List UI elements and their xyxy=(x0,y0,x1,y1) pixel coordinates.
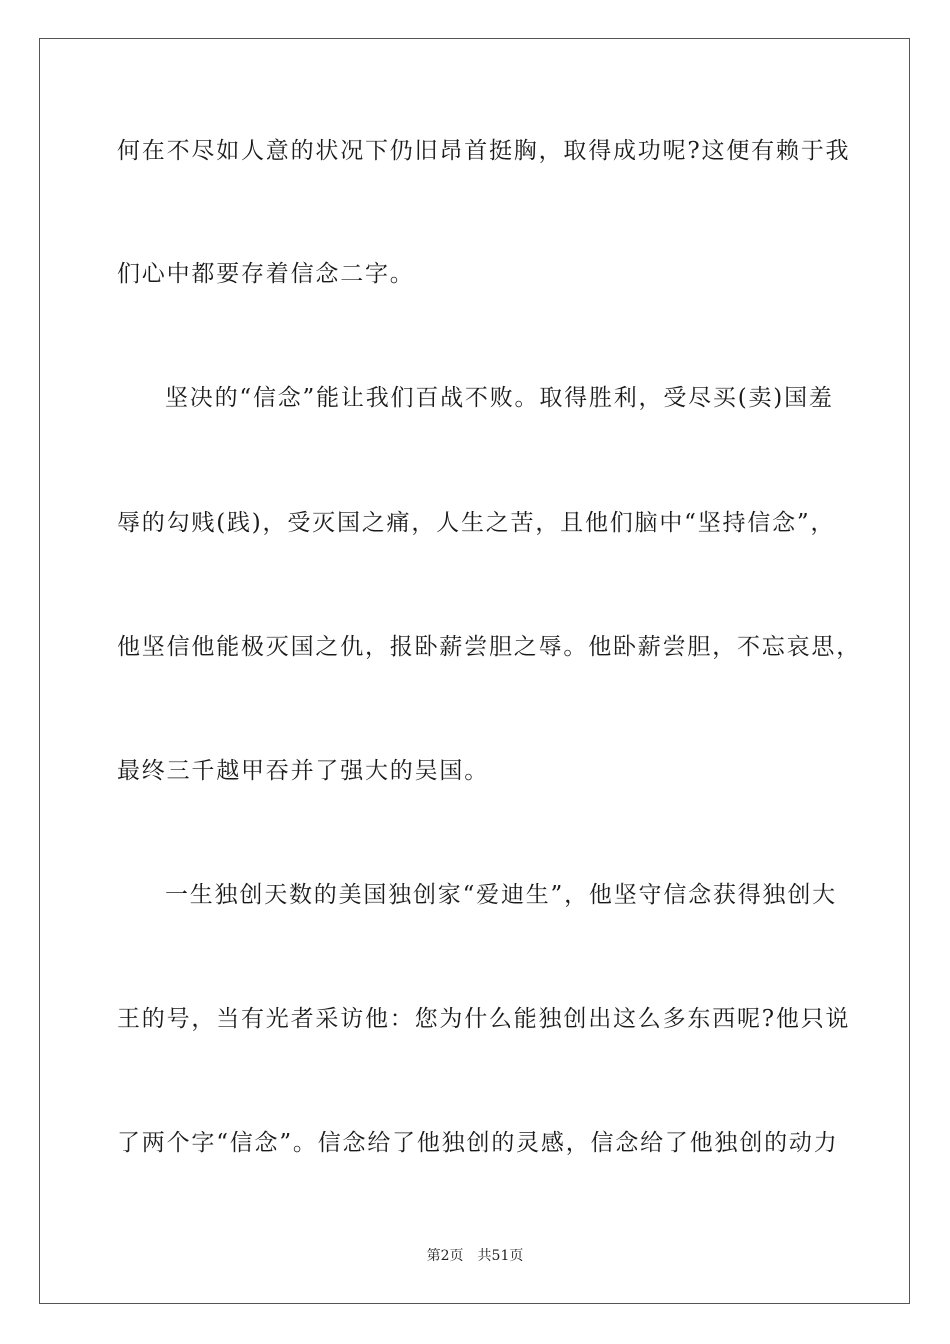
text-line-8: 王的号，当有光者采访他：您为什么能独创出这么多东西呢?他只说 xyxy=(117,1006,851,1032)
text-line-6: 最终三千越甲吞并了强大的吴国。 xyxy=(117,758,489,784)
text-line-3: 坚决的“信念”能让我们百战不败。取得胜利，受尽买(卖)国羞 xyxy=(165,385,834,411)
text-line-9: 了两个字“信念”。信念给了他独创的灵感，信念给了他独创的动力 xyxy=(117,1130,839,1156)
text-line-7: 一生独创天数的美国独创家“爱迪生”，他坚守信念获得独创大 xyxy=(165,882,837,908)
text-line-5: 他坚信他能极灭国之仇，报卧薪尝胆之辱。他卧薪尝胆，不忘哀思， xyxy=(117,634,861,660)
text-line-4: 辱的勾贱(践)，受灭国之痛，人生之苦，且他们脑中“坚持信念”， xyxy=(117,510,836,536)
page-total: 共51页 xyxy=(477,1248,524,1264)
text-line-2: 们心中都要存着信念二字。 xyxy=(117,261,415,287)
page-number: 第2页 xyxy=(426,1248,464,1264)
page-footer xyxy=(0,1247,950,1265)
text-line-1: 何在不尽如人意的状况下仍旧昂首挺胸，取得成功呢?这便有赖于我 xyxy=(117,138,851,164)
page-border xyxy=(39,38,910,1304)
